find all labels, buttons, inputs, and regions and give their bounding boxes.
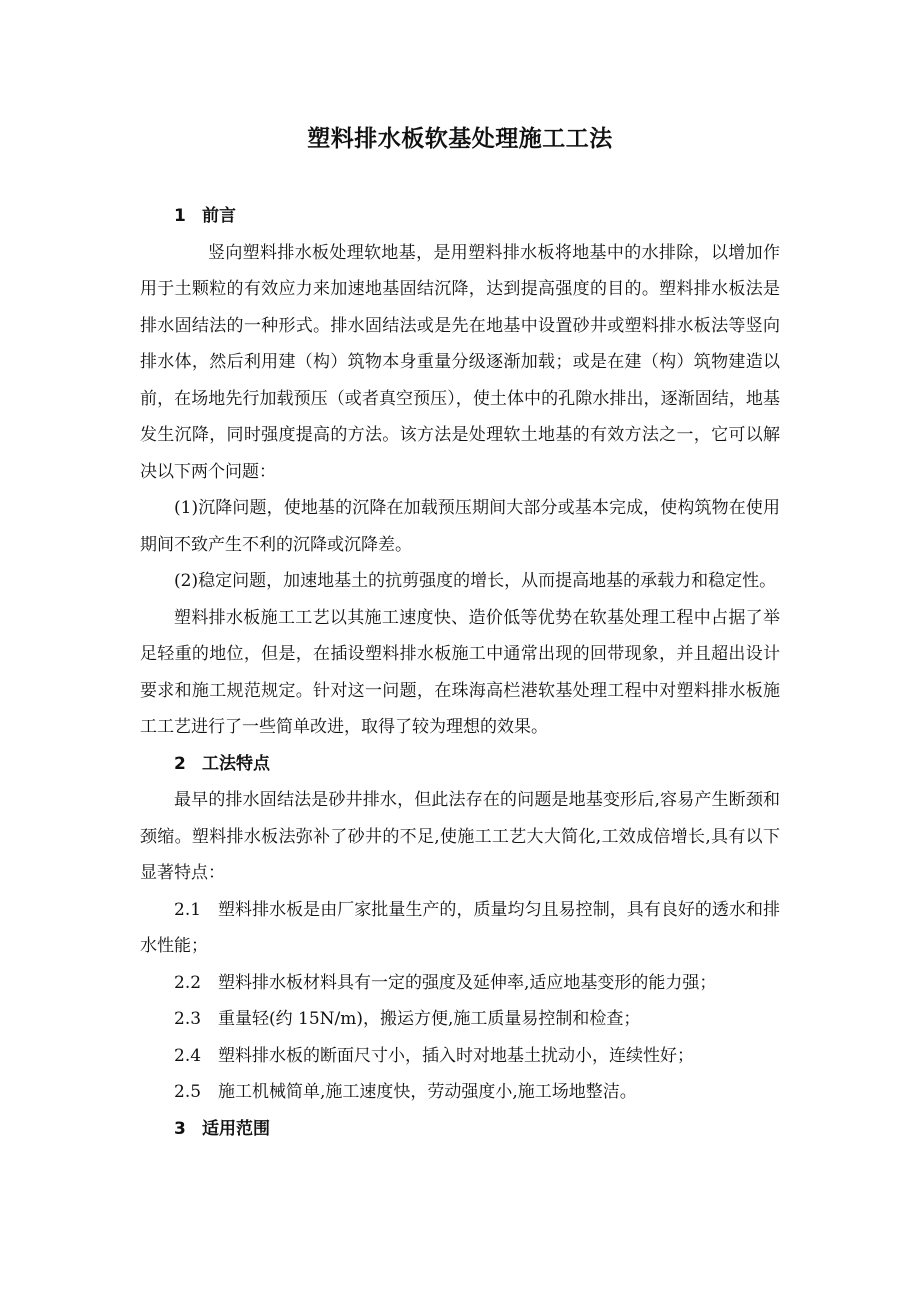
document-body (140, 198, 780, 1147)
item-text: 塑料排水板材料具有一定的强度及延伸率,适应地基变形的能力强； (218, 972, 717, 993)
document-title: 塑料排水板软基处理施工工法 (307, 126, 613, 152)
section-heading-scope (140, 1111, 780, 1148)
item-text: 塑料排水板是由厂家批量生产的，质量均匀且易控制，具有良好的透水和排水性能； (140, 899, 780, 956)
item-number: 2.2 (174, 972, 202, 993)
section-number: 2 (174, 753, 186, 774)
list-item (140, 892, 780, 965)
item-number: 2.3 (174, 1009, 202, 1029)
list-item (140, 1074, 780, 1111)
item-number: 2.4 (174, 1045, 202, 1066)
paragraph: 塑料排水板施工工艺以其施工速度快、造价低等优势在软基处理工程中占据了举足轻重的地位，但是，在插设塑料排水板施工中通常出现的回带现象，并且超出设计要求和施工规范规定。针对这一问题，在珠海高栏港软基处理工程中对塑料排水板施工工艺进行了一些简单改进，取得了较为理想的效果。 (140, 607, 780, 737)
paragraph: (1)沉降问题，使地基的沉降在加载预压期间大部分或基本完成，使构筑物在使用期间不致产生不利的沉降或沉降差。 (140, 498, 780, 555)
section-heading-preface (140, 198, 780, 235)
item-number: 2.5 (174, 1082, 202, 1102)
list-item (140, 1038, 780, 1075)
item-text: 施工机械简单,施工速度快，劳动强度小,施工场地整洁。 (218, 1082, 637, 1102)
item-text: 塑料排水板的断面尺寸小，插入时对地基土扰动小，连续性好； (218, 1045, 694, 1066)
section-number: 1 (174, 206, 186, 226)
item-text: 重量轻(约 15N/m)，搬运方便,施工质量易控制和检查； (218, 1009, 641, 1029)
section-number: 3 (174, 1118, 186, 1139)
section-title: 适用范围 (202, 1118, 270, 1139)
section-title: 前言 (202, 206, 236, 226)
paragraph: 最早的排水固结法是砂井排水，但此法存在的问题是地基变形后,容易产生断颈和颈缩。塑料排水板法弥补了砂井的不足,使施工工艺大大简化,工效成倍增长,具有以下显著特点： (140, 790, 780, 883)
list-item (140, 1001, 780, 1038)
section-title: 工法特点 (202, 753, 270, 774)
list-item (140, 965, 780, 1002)
section-heading-features (140, 746, 780, 783)
item-number: 2.1 (174, 899, 202, 920)
paragraph: 竖向塑料排水板处理软地基，是用塑料排水板将地基中的水排除，以增加作用于土颗粒的有效应力来加速地基固结沉降，达到提高强度的目的。塑料排水板法是排水固结法的一种形式。排水固结法或是先在地基中设置砂井或塑料排水板法等竖向排水体，然后利用建（构）筑物本身重量分级逐渐加载；或是在建（构）筑物建造以前，在场地先行加载预压（或者真空预压），使土体中的孔隙水排出，逐渐固结，地基发生沉降，同时强度提高的方法。该方法是处理软土地基的有效方法之一，它可以解决以下两个问题： (140, 242, 780, 482)
paragraph: (2)稳定问题，加速地基土的抗剪强度的增长，从而提高地基的承载力和稳定性。 (174, 571, 777, 591)
